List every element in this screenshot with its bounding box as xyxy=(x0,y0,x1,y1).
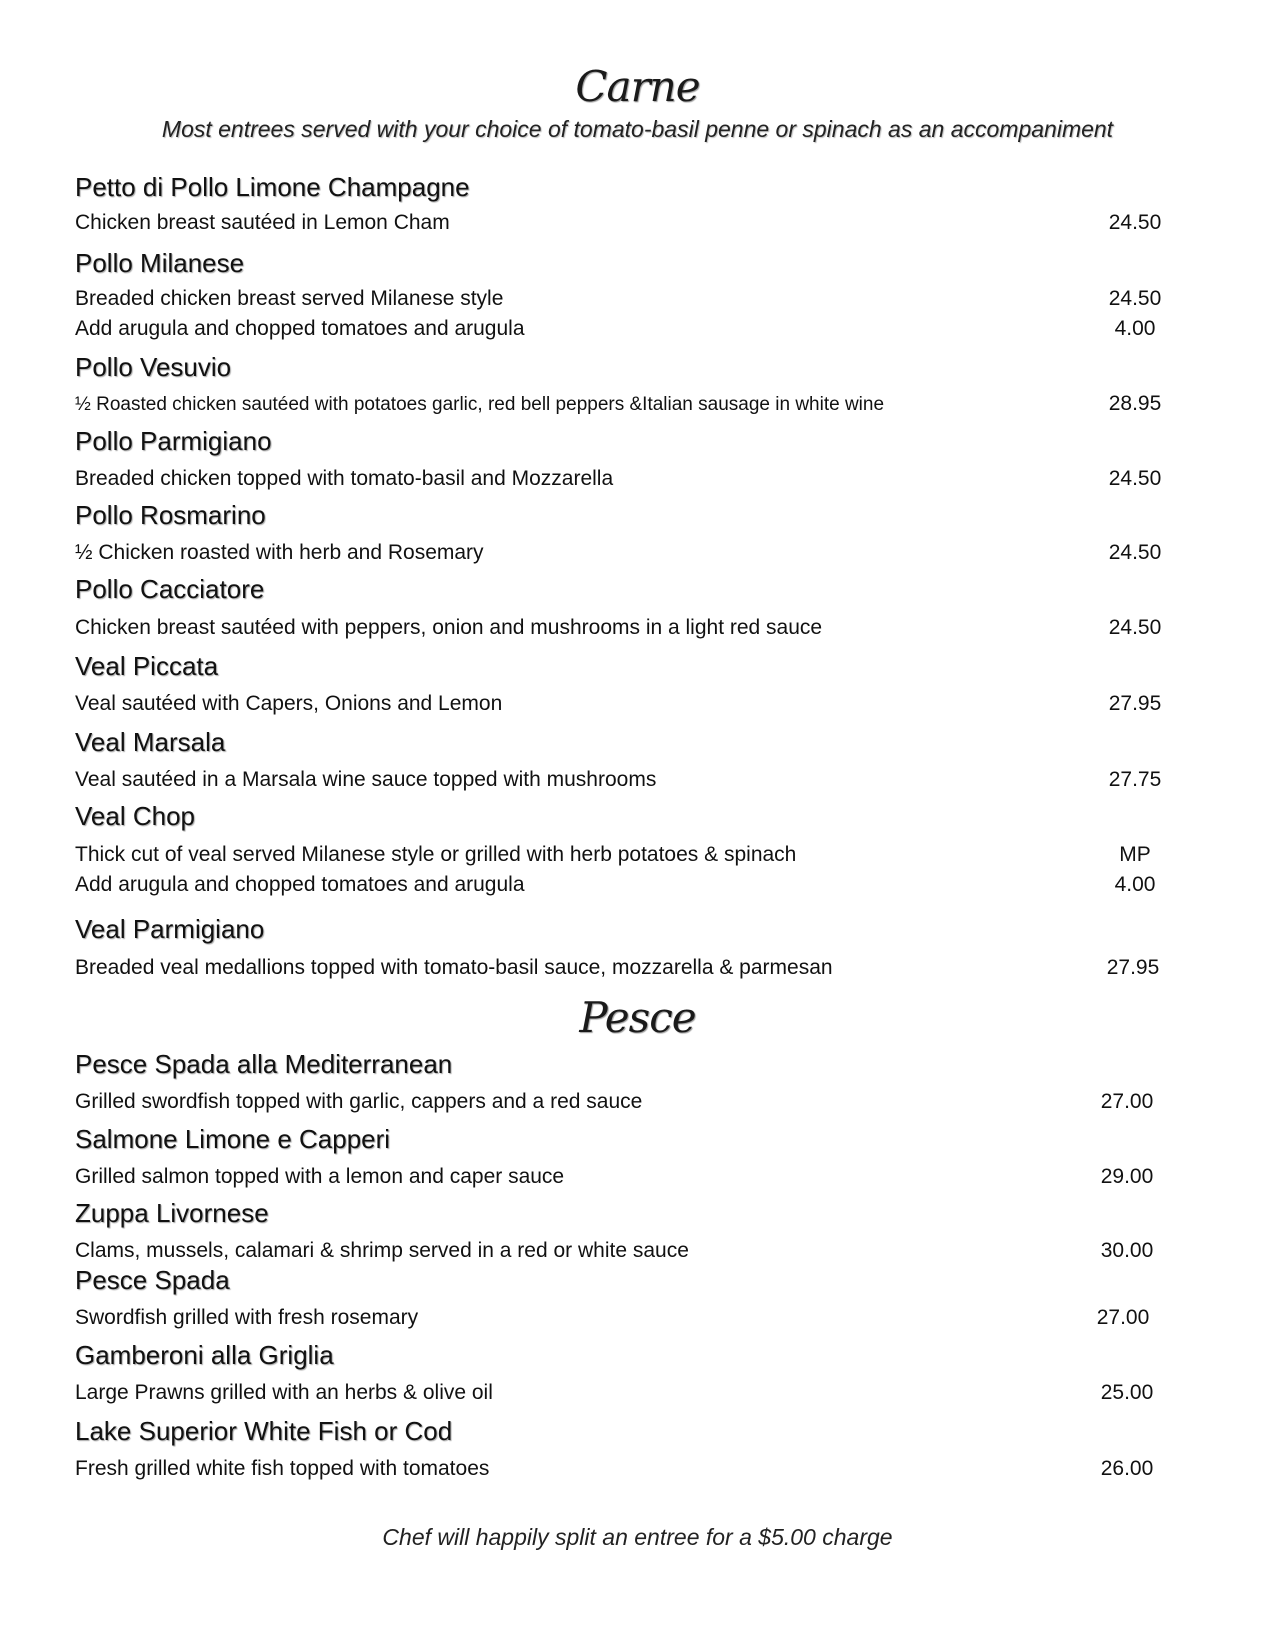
menu-item-line xyxy=(75,1457,1200,1485)
menu-item-name: Salmone Limone e Capperi xyxy=(75,1124,391,1154)
menu-item-name: Pollo Vesuvio xyxy=(75,352,232,382)
menu-item-line xyxy=(75,1090,1200,1118)
menu-item-name: Veal Chop xyxy=(75,801,195,831)
menu-item-name: Gamberoni alla Griglia xyxy=(75,1340,334,1370)
menu-item-line xyxy=(75,956,1200,984)
menu-item-description: Add arugula and chopped tomatoes and arugula xyxy=(75,317,525,340)
menu-item-description: Thick cut of veal served Milanese style or grilled with herb potatoes & spinach xyxy=(75,843,797,866)
menu-item-price: 27.95 xyxy=(1106,956,1160,979)
menu-item-price: 24.50 xyxy=(1108,211,1162,234)
menu-item-name: Pesce Spada xyxy=(75,1265,230,1295)
menu-item-name: Pollo Cacciatore xyxy=(75,574,265,604)
menu-item-line xyxy=(75,211,1200,239)
menu-item-description: ½ Roasted chicken sautéed with potatoes garlic, red bell peppers &Italian sausage in white wine xyxy=(75,394,885,415)
section-subtitle: Most entrees served with your choice of tomato-basil penne or spinach as an accompaniment xyxy=(161,116,1114,142)
menu-item-name: Pollo Rosmarino xyxy=(75,500,266,530)
menu-item-name: Veal Marsala xyxy=(75,727,226,757)
menu-item-description: Veal sautéed with Capers, Onions and Lemon xyxy=(75,692,503,715)
menu-item-line xyxy=(75,1239,1200,1267)
menu-item-description: Chicken breast sautéed with peppers, onion and mushrooms in a light red sauce xyxy=(75,616,823,639)
menu-item-line xyxy=(75,392,1200,420)
menu-item-description: Add arugula and chopped tomatoes and arugula xyxy=(75,873,525,896)
menu-item-name: Lake Superior White Fish or Cod xyxy=(75,1416,453,1446)
menu-item-price: 27.00 xyxy=(1096,1306,1150,1329)
menu-item-name: Zuppa Livornese xyxy=(75,1198,269,1228)
menu-item-description: Grilled swordfish topped with garlic, cappers and a red sauce xyxy=(75,1090,643,1113)
menu-item-name: Veal Piccata xyxy=(75,651,219,681)
menu-item-line xyxy=(75,873,1200,901)
menu-item-line xyxy=(75,1381,1200,1409)
menu-item-description: Clams, mussels, calamari & shrimp served in a red or white sauce xyxy=(75,1239,689,1262)
menu-item-description: Chicken breast sautéed in Lemon Cham xyxy=(75,211,450,234)
menu-item-price: 27.75 xyxy=(1108,768,1162,791)
menu-item-description: Fresh grilled white fish topped with tomatoes xyxy=(75,1457,490,1480)
menu-item-price: 24.50 xyxy=(1108,616,1162,639)
menu-item-line xyxy=(75,317,1200,345)
menu-item-description: Veal sautéed in a Marsala wine sauce topped with mushrooms xyxy=(75,768,657,791)
menu-item-price: 26.00 xyxy=(1100,1457,1154,1480)
menu-item-price: 27.95 xyxy=(1108,692,1162,715)
menu-item-price: 29.00 xyxy=(1100,1165,1154,1188)
menu-item-price: MP xyxy=(1119,843,1151,866)
menu-item-description: Large Prawns grilled with an herbs & olive oil xyxy=(75,1381,493,1404)
menu-item-line xyxy=(75,692,1200,720)
menu-item-description: Breaded veal medallions topped with tomato-basil sauce, mozzarella & parmesan xyxy=(75,956,833,979)
menu-item-price: 24.50 xyxy=(1108,541,1162,564)
menu-item-line xyxy=(75,843,1200,871)
menu-item-price: 24.50 xyxy=(1108,467,1162,490)
menu-item-price: 4.00 xyxy=(1114,873,1156,896)
section-title-pesce: Pesce xyxy=(579,993,696,1042)
menu-item-name: Pollo Parmigiano xyxy=(75,426,272,456)
menu-item-description: ½ Chicken roasted with herb and Rosemary xyxy=(75,541,484,564)
section-title-carne: Carne xyxy=(575,62,700,111)
menu-item-price: 25.00 xyxy=(1100,1381,1154,1404)
menu-item-price: 28.95 xyxy=(1108,392,1162,415)
menu-item-description: Breaded chicken breast served Milanese style xyxy=(75,287,504,310)
menu-item-line xyxy=(75,1306,1200,1334)
menu-item-name: Pesce Spada alla Mediterranean xyxy=(75,1049,453,1079)
menu-item-price: 30.00 xyxy=(1100,1239,1154,1262)
menu-item-line xyxy=(75,1165,1200,1193)
menu-item-line xyxy=(75,616,1200,644)
menu-item-name: Veal Parmigiano xyxy=(75,914,265,944)
menu-item-line xyxy=(75,287,1200,315)
menu-item-name: Petto di Pollo Limone Champagne xyxy=(75,172,470,202)
menu-item-description: Swordfish grilled with fresh rosemary xyxy=(75,1306,419,1329)
menu-item-price: 27.00 xyxy=(1100,1090,1154,1113)
menu-item-line xyxy=(75,541,1200,569)
menu-item-description: Grilled salmon topped with a lemon and caper sauce xyxy=(75,1165,565,1188)
menu-item-line xyxy=(75,467,1200,495)
menu-item-description: Breaded chicken topped with tomato-basil and Mozzarella xyxy=(75,467,614,490)
footer-note: Chef will happily split an entree for a $5.00 charge xyxy=(382,1524,893,1550)
menu-item-price: 24.50 xyxy=(1108,287,1162,310)
menu-item-line xyxy=(75,768,1200,796)
menu-item-name: Pollo Milanese xyxy=(75,248,245,278)
menu-item-price: 4.00 xyxy=(1114,317,1156,340)
